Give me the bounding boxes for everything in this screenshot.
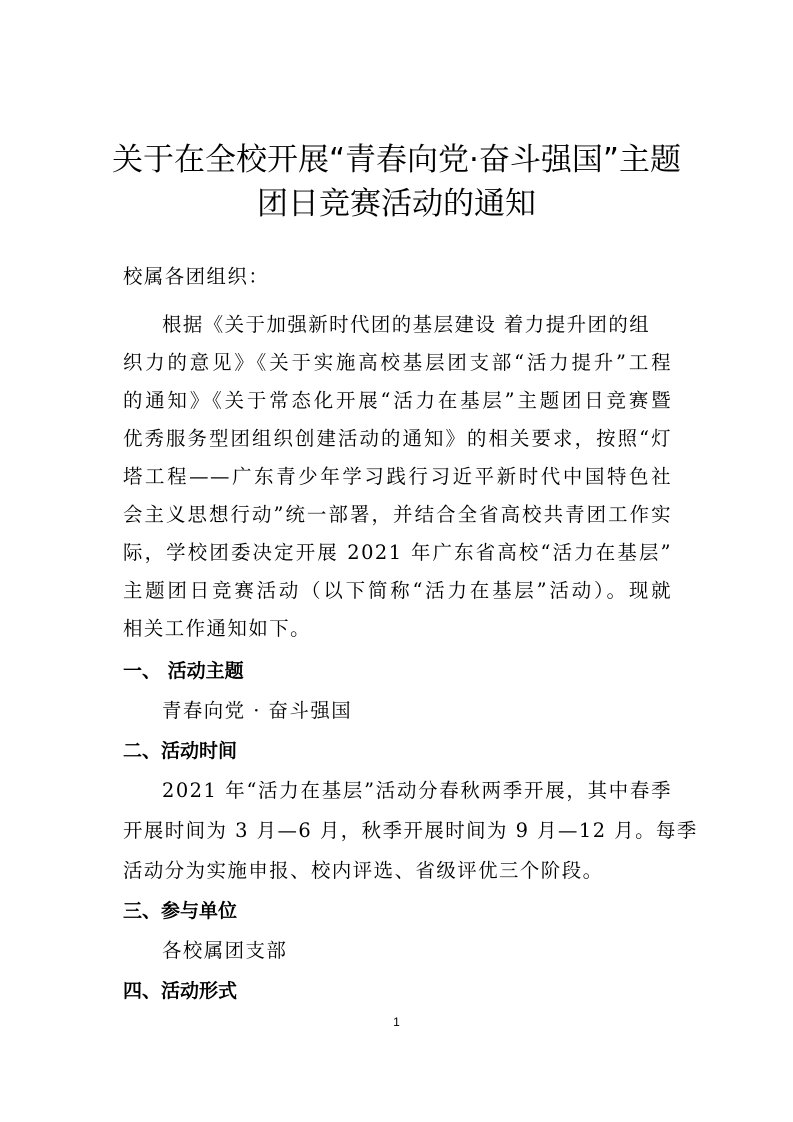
page-number: 1	[393, 1015, 400, 1029]
intro-line: 相关工作通知如下。	[123, 617, 312, 640]
salutation: 校属各团组织：	[123, 265, 270, 288]
intro-line: 优秀服务型团组织创建活动的通知》的相关要求，按照“灯	[123, 427, 672, 450]
section-heading-format: 四、活动形式	[123, 980, 238, 1002]
section-line: 活动分为实施申报、校内评选、省级评优三个阶段。	[123, 859, 604, 882]
intro-line: 根据《关于加强新时代团的基层建设 着力提升团的组	[162, 313, 651, 336]
intro-line: 主题团日竞赛活动（以下简称“活力在基层”活动）。现就	[123, 579, 672, 602]
intro-line: 际，学校团委决定开展 2021 年广东省高校“活力在基层”	[123, 541, 672, 564]
document-title-line-1: 关于在全校开展“青春向党·奋斗强国”主题	[112, 142, 681, 178]
section-heading-participants: 三、参与单位	[123, 900, 238, 922]
section-line: 青春向党 · 奋斗强国	[162, 699, 353, 722]
section-heading-time: 二、活动时间	[123, 740, 238, 762]
intro-line: 塔工程——广东青少年学习践行习近平新时代中国特色社	[123, 465, 672, 488]
section-line: 各校属团支部	[162, 939, 288, 962]
section-line: 2021 年“活力在基层”活动分春秋两季开展，其中春季	[162, 779, 672, 802]
section-heading-theme: 一、 活动主题	[123, 660, 244, 682]
document-title-line-2: 团日竞赛活动的通知	[257, 186, 536, 222]
intro-line: 的通知》《关于常态化开展“活力在基层”主题团日竞赛暨	[123, 389, 672, 412]
intro-line: 会主义思想行动”统一部署，并结合全省高校共青团工作实	[123, 503, 672, 526]
section-line: 开展时间为 3 月—6 月，秋季开展时间为 9 月—12 月。每季	[123, 819, 698, 842]
intro-line: 织力的意见》《关于实施高校基层团支部“活力提升”工程	[123, 351, 672, 374]
